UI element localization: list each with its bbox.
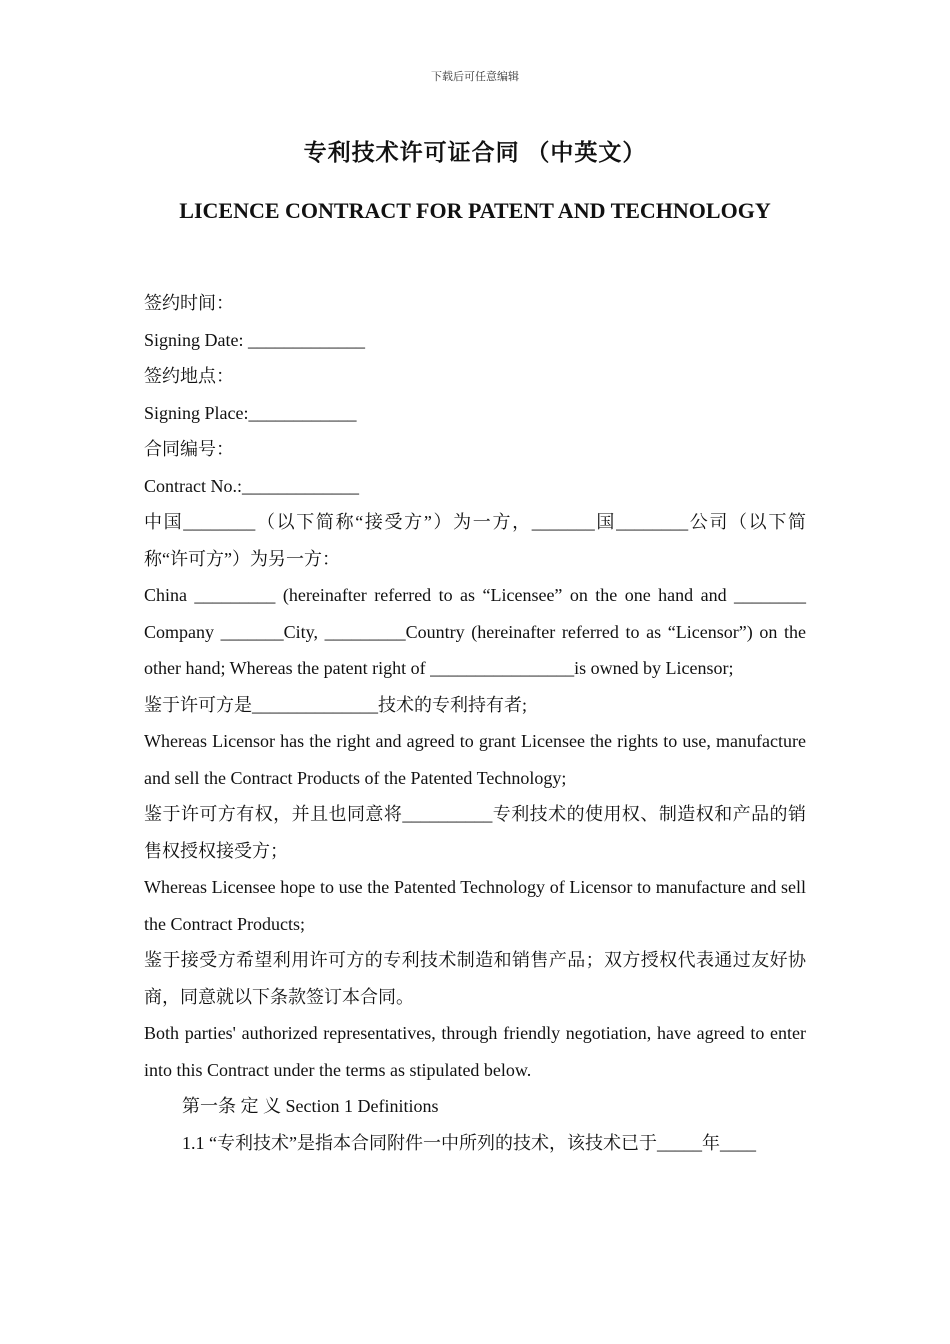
parties-paragraph-en: China _________ (hereinafter referred to as “Licensee” on the one hand and ________ Company _______City, _________Country (hereinafter referred to as “Licensor”) on the other hand; Whereas the patent right of ________________is owned by Licensor; [144, 585, 806, 678]
document-title-english: LICENCE CONTRACT FOR PATENT AND TECHNOLOGY [179, 198, 771, 223]
whereas-3-cn: 鉴于接受方希望利用许可方的专利技术制造和销售产品；双方授权代表通过友好协商，同意就以下条款签订本合同。 [144, 950, 806, 1007]
signing-place-en: Signing Place:____________ [144, 402, 357, 423]
header-note: 下载后可任意编辑 [431, 71, 519, 83]
agreement-paragraph-en: Both parties' authorized representatives, through friendly negotiation, have agreed to enter into this Contract under the terms as stipulated below. [144, 1023, 806, 1080]
parties-paragraph-cn: 中国________（以下简称“接受方”）为一方，_______国________公司（以下简称“许可方”）为另一方： [144, 512, 806, 569]
section-1-heading: 第一条 定 义 Section 1 Definitions [182, 1096, 439, 1116]
document-body [144, 285, 806, 1161]
signing-date-en: Signing Date: _____________ [144, 329, 365, 350]
whereas-2-en: Whereas Licensor has the right and agreed to grant Licensee the rights to use, manufacture and sell the Contract Products of the Patented Technology; [144, 731, 806, 788]
document-title-chinese: 专利技术许可证合同 （中英文） [303, 140, 647, 165]
whereas-3-en: Whereas Licensee hope to use the Patented Technology of Licensor to manufacture and sell the Contract Products; [144, 877, 806, 934]
signing-place-cn: 签约地点： [144, 366, 234, 386]
signing-date-cn: 签约时间： [144, 293, 234, 313]
contract-no-en: Contract No.:_____________ [144, 475, 359, 496]
clause-1-1: 1.1 “专利技术”是指本合同附件一中所列的技术，该技术已于_____年____ [182, 1132, 756, 1153]
whereas-2-cn: 鉴于许可方有权，并且也同意将__________专利技术的使用权、制造权和产品的销售权授权接受方； [144, 804, 806, 861]
whereas-1-cn: 鉴于许可方是______________技术的专利持有者; [144, 694, 527, 715]
contract-no-cn: 合同编号： [144, 439, 234, 459]
